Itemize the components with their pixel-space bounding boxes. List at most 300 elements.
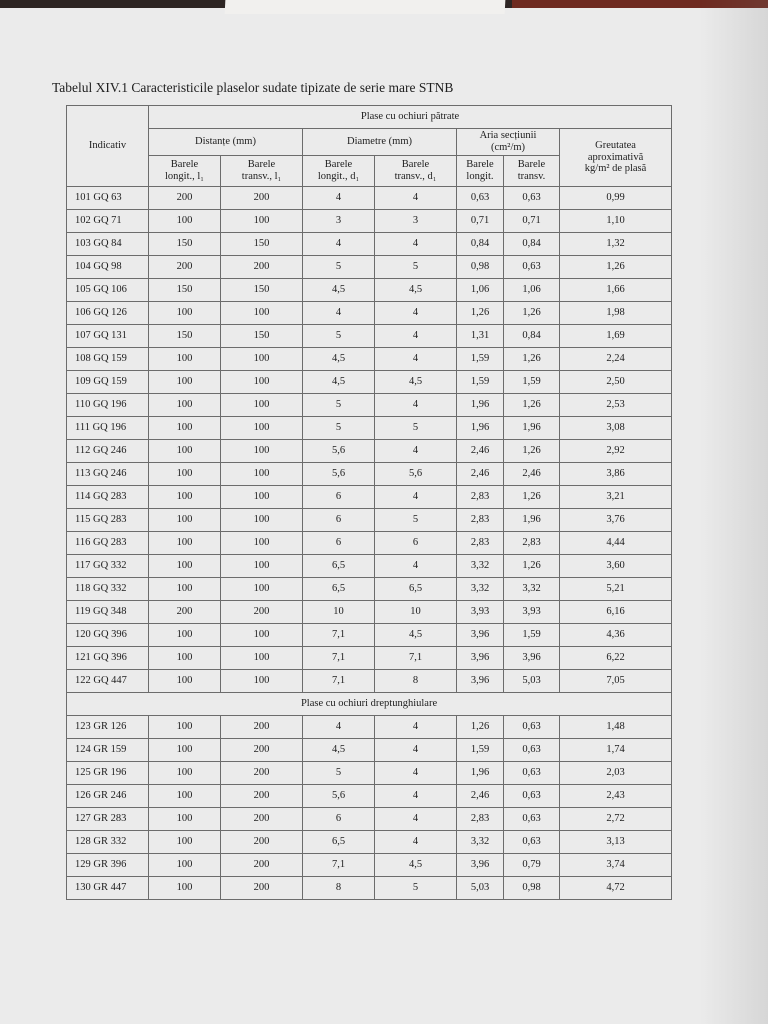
- row-indicativ: 119 GQ 348: [67, 601, 149, 624]
- table-cell: 150: [221, 279, 303, 302]
- table-cell: 5: [375, 417, 457, 440]
- table-cell: 4,5: [375, 279, 457, 302]
- table-row: [67, 371, 672, 394]
- table-cell: 2,72: [560, 808, 672, 831]
- table-cell: 200: [221, 716, 303, 739]
- table-cell: 1,59: [457, 739, 504, 762]
- table-cell: 3,96: [457, 854, 504, 877]
- header-greutatea: [560, 129, 672, 187]
- table-cell: 100: [149, 854, 221, 877]
- table-cell: 0,71: [504, 210, 560, 233]
- row-indicativ: 129 GR 396: [67, 854, 149, 877]
- table-cell: 4,5: [375, 854, 457, 877]
- table-cell: 0,98: [504, 877, 560, 900]
- page-right-shadow: [700, 0, 768, 1024]
- table-cell: 4,5: [303, 739, 375, 762]
- header-diam-transv-l1: Barele: [401, 159, 430, 171]
- table-row: [67, 785, 672, 808]
- table-cell: 100: [149, 624, 221, 647]
- table-cell: 4: [375, 739, 457, 762]
- header-aria-transv-l1: Barele: [517, 159, 546, 171]
- table-cell: 10: [303, 601, 375, 624]
- table-cell: 100: [221, 532, 303, 555]
- table-cell: 1,26: [457, 716, 504, 739]
- table-row: [67, 256, 672, 279]
- table-cell: 0,84: [457, 233, 504, 256]
- row-indicativ: 103 GQ 84: [67, 233, 149, 256]
- table-cell: 1,26: [457, 302, 504, 325]
- table-cell: 1,59: [457, 348, 504, 371]
- table-cell: 3,74: [560, 854, 672, 877]
- table-row: [67, 831, 672, 854]
- table-cell: 3,32: [457, 831, 504, 854]
- table-cell: 1,69: [560, 325, 672, 348]
- table-cell: 1,96: [457, 762, 504, 785]
- table-cell: 100: [149, 509, 221, 532]
- header-greutatea-line1: Greutatea: [595, 140, 636, 152]
- header-dist-longit-l2: longit., l₁: [165, 171, 204, 182]
- row-indicativ: 125 GR 196: [67, 762, 149, 785]
- header-dist-longit: [149, 156, 221, 187]
- table-cell: 2,43: [560, 785, 672, 808]
- table-cell: 100: [221, 647, 303, 670]
- table-cell: 6,5: [303, 578, 375, 601]
- table-cell: 2,83: [457, 532, 504, 555]
- table-row: [67, 647, 672, 670]
- table-row: [67, 302, 672, 325]
- table-cell: 1,59: [504, 624, 560, 647]
- table-cell: 100: [221, 555, 303, 578]
- table-cell: 3,93: [504, 601, 560, 624]
- table-cell: 100: [221, 578, 303, 601]
- table-cell: 100: [149, 302, 221, 325]
- table-cell: 2,83: [457, 808, 504, 831]
- table-cell: 150: [221, 233, 303, 256]
- table-cell: 1,59: [457, 371, 504, 394]
- table-cell: 1,06: [504, 279, 560, 302]
- table-cell: 4,44: [560, 532, 672, 555]
- header-diam-longit-l2: longit., d₁: [317, 171, 360, 182]
- table-cell: 5: [375, 509, 457, 532]
- table-cell: 4: [375, 394, 457, 417]
- table-cell: 0,84: [504, 233, 560, 256]
- table-cell: 100: [149, 785, 221, 808]
- row-indicativ: 102 GQ 71: [67, 210, 149, 233]
- table-row: [67, 325, 672, 348]
- row-indicativ: 127 GR 283: [67, 808, 149, 831]
- row-indicativ: 113 GQ 246: [67, 463, 149, 486]
- table-row: [67, 624, 672, 647]
- table-cell: 5,6: [375, 463, 457, 486]
- table-cell: 1,96: [504, 509, 560, 532]
- table-cell: 2,83: [457, 509, 504, 532]
- table-cell: 5: [375, 877, 457, 900]
- table-cell: 200: [221, 601, 303, 624]
- table-row: [67, 716, 672, 739]
- table-cell: 1,96: [457, 394, 504, 417]
- header-greutatea-line3: kg/m² de plasă: [584, 163, 647, 175]
- row-indicativ: 124 GR 159: [67, 739, 149, 762]
- header-diam-transv-l2: transv., d₁: [394, 171, 437, 182]
- table-row: [67, 601, 672, 624]
- table-cell: 100: [149, 210, 221, 233]
- table-cell: 1,31: [457, 325, 504, 348]
- table-row: [67, 509, 672, 532]
- table-cell: 6,16: [560, 601, 672, 624]
- header-aria-longit-l1: Barele: [466, 159, 494, 171]
- table-cell: 0,63: [504, 716, 560, 739]
- table-cell: 7,1: [303, 624, 375, 647]
- table-cell: 0,71: [457, 210, 504, 233]
- header-diam-longit: [303, 156, 375, 187]
- section-row-rectangular: [67, 693, 672, 716]
- header-diametre: Diametre (mm): [303, 129, 457, 156]
- table-cell: 100: [149, 394, 221, 417]
- table-cell: 5,03: [504, 670, 560, 693]
- table-cell: 4: [375, 762, 457, 785]
- table-cell: 4,5: [303, 371, 375, 394]
- header-aria-line2: (cm²/m): [490, 142, 526, 153]
- header-diam-transv: [375, 156, 457, 187]
- table-cell: 200: [149, 187, 221, 210]
- row-indicativ: 110 GQ 196: [67, 394, 149, 417]
- table-cell: 3,13: [560, 831, 672, 854]
- table-cell: 2,46: [457, 440, 504, 463]
- header-aria: [457, 129, 560, 156]
- table-cell: 4: [375, 348, 457, 371]
- header-dist-longit-l1: Barele: [170, 159, 199, 171]
- row-indicativ: 115 GQ 283: [67, 509, 149, 532]
- table-cell: 100: [149, 670, 221, 693]
- table-cell: 200: [221, 739, 303, 762]
- table-cell: 5: [303, 325, 375, 348]
- table-cell: 100: [149, 762, 221, 785]
- header-aria-transv-l2: transv.: [517, 171, 546, 182]
- table-cell: 5,6: [303, 463, 375, 486]
- table-cell: 1,59: [504, 371, 560, 394]
- table-cell: 200: [221, 854, 303, 877]
- header-row-1: [67, 106, 672, 129]
- table-row: [67, 440, 672, 463]
- table-cell: 1,26: [504, 555, 560, 578]
- table-row: [67, 463, 672, 486]
- table-cell: 8: [303, 877, 375, 900]
- table-cell: 100: [149, 417, 221, 440]
- header-indicativ: Indicativ: [67, 106, 149, 187]
- table-cell: 200: [149, 256, 221, 279]
- table-cell: 100: [221, 348, 303, 371]
- table-cell: 1,26: [560, 256, 672, 279]
- table-cell: 0,63: [504, 762, 560, 785]
- row-indicativ: 128 GR 332: [67, 831, 149, 854]
- row-indicativ: 123 GR 126: [67, 716, 149, 739]
- table-cell: 0,63: [504, 808, 560, 831]
- table-cell: 5: [303, 417, 375, 440]
- row-indicativ: 101 GQ 63: [67, 187, 149, 210]
- table-cell: 0,98: [457, 256, 504, 279]
- table-cell: 200: [149, 601, 221, 624]
- table-cell: 4: [303, 187, 375, 210]
- row-indicativ: 105 GQ 106: [67, 279, 149, 302]
- table-cell: 2,83: [504, 532, 560, 555]
- row-indicativ: 126 GR 246: [67, 785, 149, 808]
- table-cell: 100: [149, 716, 221, 739]
- table-cell: 1,10: [560, 210, 672, 233]
- table-cell: 6: [303, 486, 375, 509]
- row-indicativ: 122 GQ 447: [67, 670, 149, 693]
- row-indicativ: 112 GQ 246: [67, 440, 149, 463]
- table-cell: 150: [149, 325, 221, 348]
- table-row: [67, 555, 672, 578]
- table-cell: 5: [375, 256, 457, 279]
- table-row: [67, 417, 672, 440]
- row-indicativ: 121 GQ 396: [67, 647, 149, 670]
- table-cell: 3,60: [560, 555, 672, 578]
- table-row: [67, 348, 672, 371]
- table-cell: 3,08: [560, 417, 672, 440]
- table-cell: 4: [375, 831, 457, 854]
- table-cell: 200: [221, 785, 303, 808]
- table-cell: 1,74: [560, 739, 672, 762]
- table-cell: 100: [221, 624, 303, 647]
- table-row: [67, 486, 672, 509]
- table-cell: 4: [375, 233, 457, 256]
- table-cell: 1,26: [504, 486, 560, 509]
- table-row: [67, 877, 672, 900]
- table-cell: 100: [149, 555, 221, 578]
- table-cell: 4: [375, 302, 457, 325]
- table-cell: 2,46: [457, 463, 504, 486]
- table-cell: 10: [375, 601, 457, 624]
- header-greutatea-line2: aproximativă: [587, 151, 644, 163]
- header-distante: Distanțe (mm): [149, 129, 303, 156]
- table-cell: 1,26: [504, 348, 560, 371]
- table-cell: 3: [303, 210, 375, 233]
- table-cell: 200: [221, 831, 303, 854]
- row-indicativ: 107 GQ 131: [67, 325, 149, 348]
- table-cell: 5: [303, 256, 375, 279]
- table-cell: 8: [375, 670, 457, 693]
- table-row: [67, 532, 672, 555]
- table-row: [67, 808, 672, 831]
- table-cell: 4,36: [560, 624, 672, 647]
- table-cell: 4,5: [303, 348, 375, 371]
- table-cell: 3,96: [457, 647, 504, 670]
- table-cell: 1,26: [504, 394, 560, 417]
- table-cell: 0,99: [560, 187, 672, 210]
- table-row: [67, 233, 672, 256]
- row-indicativ: 116 GQ 283: [67, 532, 149, 555]
- table-cell: 1,32: [560, 233, 672, 256]
- row-indicativ: 130 GR 447: [67, 877, 149, 900]
- table-cell: 4: [303, 716, 375, 739]
- table-cell: 100: [221, 210, 303, 233]
- table-cell: 4: [303, 302, 375, 325]
- table-cell: 3,96: [457, 670, 504, 693]
- table-row: [67, 854, 672, 877]
- table-cell: 1,66: [560, 279, 672, 302]
- table-cell: 7,1: [303, 670, 375, 693]
- table-cell: 7,05: [560, 670, 672, 693]
- table-cell: 100: [149, 647, 221, 670]
- header-dist-transv-l1: Barele: [247, 159, 276, 171]
- table-cell: 150: [221, 325, 303, 348]
- table-cell: 6: [303, 808, 375, 831]
- table-cell: 5,6: [303, 785, 375, 808]
- table-cell: 0,63: [504, 739, 560, 762]
- table-cell: 200: [221, 762, 303, 785]
- row-indicativ: 106 GQ 126: [67, 302, 149, 325]
- table-cell: 1,26: [504, 440, 560, 463]
- scan-top-edge: [0, 0, 768, 8]
- table-cell: 200: [221, 256, 303, 279]
- table-cell: 5,03: [457, 877, 504, 900]
- table-cell: 0,63: [504, 256, 560, 279]
- row-indicativ: 114 GQ 283: [67, 486, 149, 509]
- table-cell: 4: [375, 486, 457, 509]
- table-cell: 150: [149, 233, 221, 256]
- table-cell: 4: [375, 325, 457, 348]
- table-cell: 4,5: [303, 279, 375, 302]
- table-cell: 4,72: [560, 877, 672, 900]
- table-cell: 3: [375, 210, 457, 233]
- table-cell: 0,79: [504, 854, 560, 877]
- table-row: [67, 739, 672, 762]
- table-cell: 2,50: [560, 371, 672, 394]
- table-title: Tabelul XIV.1 Caracteristicile plaselor sudate tipizate de serie mare STNB: [52, 80, 454, 95]
- table-cell: 100: [221, 302, 303, 325]
- header-diam-longit-l1: Barele: [324, 159, 353, 171]
- table-row: [67, 670, 672, 693]
- table-cell: 6,5: [303, 831, 375, 854]
- table-cell: 100: [221, 463, 303, 486]
- row-indicativ: 111 GQ 196: [67, 417, 149, 440]
- table-cell: 0,84: [504, 325, 560, 348]
- table-cell: 100: [149, 371, 221, 394]
- table-cell: 6: [303, 509, 375, 532]
- table-cell: 7,1: [375, 647, 457, 670]
- table-cell: 7,1: [303, 854, 375, 877]
- table-cell: 100: [149, 578, 221, 601]
- table-cell: 100: [149, 463, 221, 486]
- table-cell: 100: [221, 371, 303, 394]
- header-aria-longit-l2: longit.: [466, 171, 494, 182]
- table-cell: 1,96: [504, 417, 560, 440]
- table-cell: 200: [221, 187, 303, 210]
- table-cell: 2,83: [457, 486, 504, 509]
- table-cell: 100: [149, 877, 221, 900]
- row-indicativ: 109 GQ 159: [67, 371, 149, 394]
- table-cell: 1,26: [504, 302, 560, 325]
- table-cell: 4: [375, 440, 457, 463]
- table-cell: 100: [221, 417, 303, 440]
- table-row: [67, 187, 672, 210]
- section-label-rectangular: Plase cu ochiuri dreptunghiulare: [67, 693, 672, 716]
- table-cell: 0,63: [504, 785, 560, 808]
- table-row: [67, 394, 672, 417]
- header-dist-transv-l2: transv., l₁: [241, 171, 282, 182]
- table-cell: 100: [149, 831, 221, 854]
- header-row-2: [67, 129, 672, 156]
- table-cell: 3,96: [504, 647, 560, 670]
- row-indicativ: 118 GQ 332: [67, 578, 149, 601]
- table-cell: 4: [303, 233, 375, 256]
- table-cell: 1,06: [457, 279, 504, 302]
- table-cell: 100: [149, 808, 221, 831]
- table-cell: 100: [221, 670, 303, 693]
- table-cell: 3,32: [457, 555, 504, 578]
- table-cell: 6: [303, 532, 375, 555]
- table-cell: 2,53: [560, 394, 672, 417]
- table-cell: 4: [375, 555, 457, 578]
- table-cell: 1,48: [560, 716, 672, 739]
- table-cell: 0,63: [504, 187, 560, 210]
- header-aria-transv: [504, 156, 560, 187]
- table-cell: 100: [149, 348, 221, 371]
- header-group-square: Plase cu ochiuri pătrate: [149, 106, 672, 129]
- table-row: [67, 210, 672, 233]
- row-indicativ: 108 GQ 159: [67, 348, 149, 371]
- row-indicativ: 120 GQ 396: [67, 624, 149, 647]
- table-cell: 2,46: [457, 785, 504, 808]
- scan-top-edge-paper: [225, 0, 506, 14]
- table-cell: 2,92: [560, 440, 672, 463]
- table-cell: 200: [221, 808, 303, 831]
- table-cell: 0,63: [457, 187, 504, 210]
- row-indicativ: 117 GQ 332: [67, 555, 149, 578]
- table-cell: 100: [149, 532, 221, 555]
- table-cell: 3,93: [457, 601, 504, 624]
- table-cell: 100: [221, 486, 303, 509]
- table-cell: 3,21: [560, 486, 672, 509]
- header-aria-line1: Aria secțiunii: [479, 130, 537, 142]
- table-cell: 100: [149, 440, 221, 463]
- table-cell: 2,03: [560, 762, 672, 785]
- table-row: [67, 279, 672, 302]
- table-cell: 4: [375, 187, 457, 210]
- table-cell: 4: [375, 716, 457, 739]
- table-cell: 200: [221, 877, 303, 900]
- table-cell: 3,76: [560, 509, 672, 532]
- table-cell: 5: [303, 762, 375, 785]
- table-cell: 7,1: [303, 647, 375, 670]
- table-cell: 6,5: [303, 555, 375, 578]
- table-cell: 4: [375, 785, 457, 808]
- row-indicativ: 104 GQ 98: [67, 256, 149, 279]
- table-cell: 6: [375, 532, 457, 555]
- table-cell: 6,22: [560, 647, 672, 670]
- table-cell: 1,98: [560, 302, 672, 325]
- table-cell: 4,5: [375, 371, 457, 394]
- table-cell: 5: [303, 394, 375, 417]
- table-cell: 0,63: [504, 831, 560, 854]
- table-cell: 6,5: [375, 578, 457, 601]
- table-cell: 150: [149, 279, 221, 302]
- table-cell: 5,21: [560, 578, 672, 601]
- table-cell: 4,5: [375, 624, 457, 647]
- characteristics-table: [66, 105, 672, 900]
- table-cell: 3,86: [560, 463, 672, 486]
- table-cell: 3,32: [504, 578, 560, 601]
- table-cell: 3,96: [457, 624, 504, 647]
- table-cell: 100: [149, 486, 221, 509]
- table-cell: 3,32: [457, 578, 504, 601]
- table-row: [67, 762, 672, 785]
- table-cell: 100: [149, 739, 221, 762]
- table-cell: 100: [221, 509, 303, 532]
- table-cell: 2,24: [560, 348, 672, 371]
- table-cell: 5,6: [303, 440, 375, 463]
